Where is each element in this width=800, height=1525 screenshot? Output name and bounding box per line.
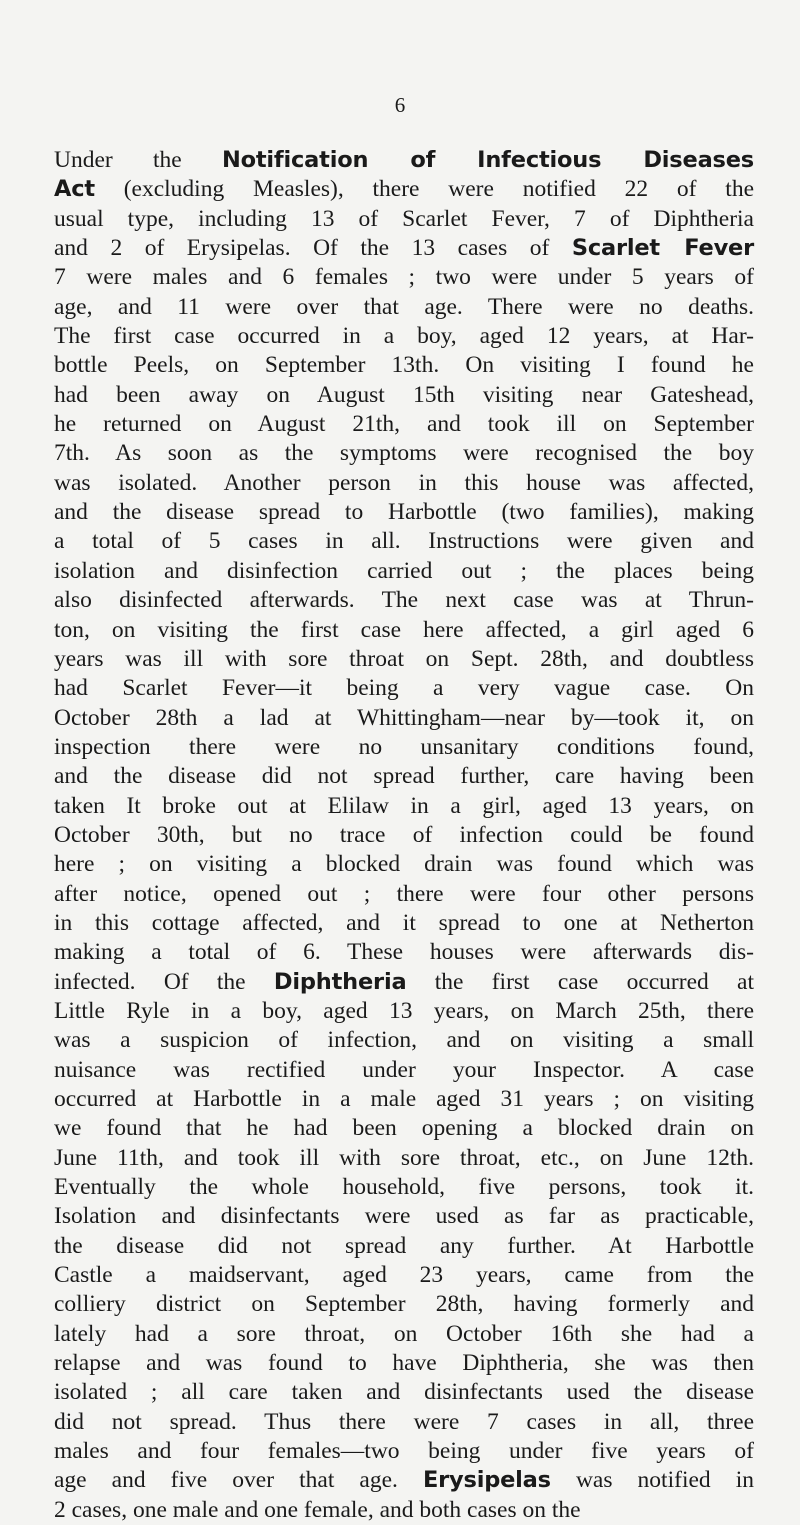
text-line [54,645,754,674]
text-line [54,909,754,938]
text-segment: Little Ryle in a boy, aged 13 years, on March 25th, there [54,997,754,1024]
text-segment: was notified in [550,1467,754,1494]
text-line [54,704,754,733]
text-segment: after notice, opened out ; there were four other persons [54,880,754,907]
text-segment: making a total of 6. These houses were afterwards dis- [54,939,754,966]
text-line [54,1173,754,1202]
text-segment: age and five over that age. [54,1467,423,1494]
text-line [54,616,754,645]
text-segment: and the disease spread to Harbottle (two families), making [54,499,754,526]
text-segment: inspection there were no unsanitary conditions found, [54,733,754,760]
text-line [54,234,754,263]
section-heading: Notification of Infectious Diseases [221,147,754,173]
text-segment: October 30th, but no trace of infection could be found [54,821,754,848]
text-line [54,469,754,498]
text-segment: was a suspicion of infection, and on visiting a small [54,1027,754,1054]
text-line [54,205,754,234]
text-segment: Castle a maidservant, aged 23 years, came from the [54,1262,754,1289]
text-segment: 7 were males and 6 females ; two were under 5 years of [54,264,754,291]
text-line [54,968,754,997]
section-heading: Scarlet Fever [571,235,754,262]
text-line [54,1466,754,1495]
text-line [54,263,754,292]
text-line [54,351,754,380]
section-heading: Diphtheria [273,968,407,995]
text-segment: years was ill with sore throat on Sept. 28th, and doubtless [54,645,754,672]
section-heading: Act [54,176,95,203]
text-line [54,1056,754,1085]
page-number: 6 [394,93,406,117]
text-line [54,146,754,175]
text-segment: had been away on August 15th visiting near Gateshead, [54,381,754,408]
text-line [54,1026,754,1055]
text-line [54,997,754,1026]
text-line [54,1261,754,1290]
text-line [54,938,754,967]
text-segment: taken It broke out at Elilaw in a girl, aged 13 years, on [54,792,754,819]
text-segment: and the disease did not spread further, care having been [54,763,754,790]
text-line [54,1290,754,1319]
text-line [54,1232,754,1261]
text-line [54,557,754,586]
text-segment: 7th. As soon as the symptoms were recognised the boy [54,440,754,467]
text-segment: was isolated. Another person in this house was affected, [54,469,754,496]
text-line [54,1408,754,1437]
text-segment: lately had a sore throat, on October 16th she had a [54,1320,754,1347]
text-line [54,880,754,909]
text-line [54,439,754,468]
text-segment: a total of 5 cases in all. Instructions were given and [54,528,754,555]
text-segment: had Scarlet Fever—it being a very vague case. On [54,675,754,702]
text-segment: Under the [54,147,222,173]
text-segment: October 28th a lad at Whittingham—near by—took it, on [54,704,754,731]
text-line [54,322,754,351]
text-line [54,762,754,791]
text-line [54,586,754,615]
text-line [54,1114,754,1143]
text-segment: the first case occurred at [406,968,755,995]
text-segment: age, and 11 were over that age. There were no deaths. [54,293,754,320]
text-segment: occurred at Harbottle in a male aged 31 years ; on visiting [54,1086,754,1112]
text-line [54,527,754,556]
text-line [54,410,754,439]
text-line [54,1202,754,1231]
text-segment: Isolation and disinfectants were used as far as practicable, [54,1203,754,1230]
text-segment: colliery district on September 28th, having formerly and [54,1291,754,1318]
text-line [54,1349,754,1378]
text-line [54,733,754,762]
text-line [54,821,754,850]
text-segment: here ; on visiting a blocked drain was found which was [54,851,754,878]
text-line [54,1085,754,1114]
text-line [54,175,754,204]
text-line [54,381,754,410]
text-segment: nuisance was rectified under your Inspector. A case [54,1056,754,1083]
text-segment: he returned on August 21th, and took ill on September [54,411,754,438]
text-segment: usual type, including 13 of Scarlet Fever, 7 of Diphtheria [54,205,754,232]
text-segment: relapse and was found to have Diphtheria, she was then [54,1350,754,1377]
text-segment: isolation and disinfection carried out ; the places being [54,557,754,584]
section-heading: Erysipelas [422,1467,551,1494]
text-segment: The first case occurred in a boy, aged 12 years, at Har- [54,323,754,350]
report-body-text [54,146,754,1525]
text-segment: 2 cases, one male and one female, and both cases on the [54,1496,581,1523]
text-segment: also disinfected afterwards. The next case was at Thrun- [54,587,754,614]
text-segment: the disease did not spread any further. At Harbottle [54,1232,754,1259]
text-segment: infected. Of the [54,968,274,995]
text-line [54,293,754,322]
text-line [54,1320,754,1349]
text-segment: isolated ; all care taken and disinfectants used the disease [54,1379,754,1406]
text-segment: ton, on visiting the first case here affected, a girl aged 6 [54,616,754,643]
text-segment: bottle Peels, on September 13th. On visiting I found he [54,352,754,379]
text-line [54,792,754,821]
text-line [54,1144,754,1173]
text-segment: (excluding Measles), there were notified 22 of the [94,176,754,203]
text-segment: males and four females—two being under five years of [54,1438,754,1465]
text-line [54,850,754,879]
text-line [54,1496,754,1525]
text-line [54,1437,754,1466]
text-line [54,1378,754,1407]
text-line [54,674,754,703]
text-segment: and 2 of Erysipelas. Of the 13 cases of [54,235,572,262]
text-segment: Eventually the whole household, five persons, took it. [54,1174,754,1201]
text-segment: June 11th, and took ill with sore throat, etc., on June 12th. [54,1144,754,1171]
text-line [54,498,754,527]
text-segment: in this cottage affected, and it spread to one at Netherton [54,909,754,936]
text-segment: did not spread. Thus there were 7 cases in all, three [54,1408,754,1435]
text-segment: we found that he had been opening a blocked drain on [54,1115,754,1142]
